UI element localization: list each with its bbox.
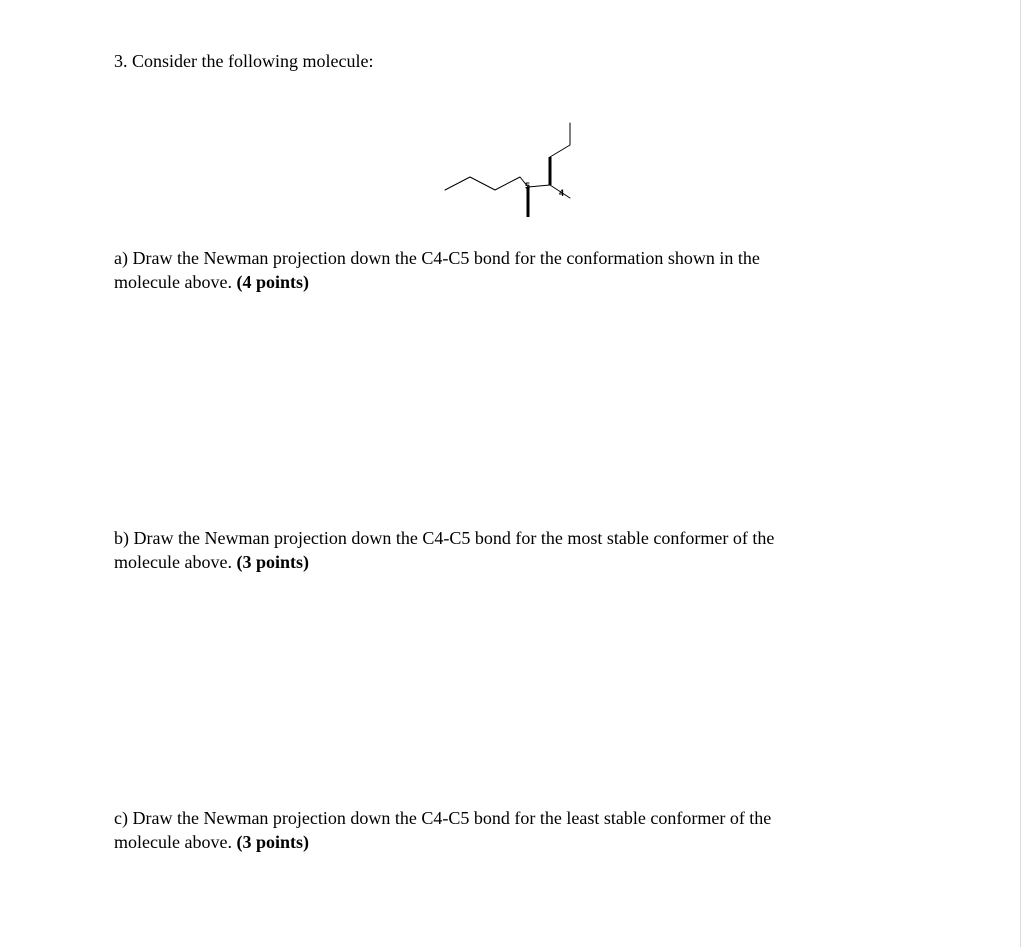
part-a-line1: a) Draw the Newman projection down the C4-C5 bond for the conformation shown in the <box>114 248 760 268</box>
ethyl-branch-bonds <box>550 123 570 185</box>
part-b-points: (3 points) <box>236 552 309 572</box>
question-part-b <box>114 526 874 574</box>
question-part-c <box>114 806 874 854</box>
main-chain-bonds <box>445 177 531 191</box>
part-c-line2-text: molecule above. <box>114 832 237 852</box>
atom-label-5: 5 <box>525 181 531 191</box>
part-b-line2-text: molecule above. <box>114 552 237 572</box>
part-c-line2 <box>114 830 874 854</box>
part-a-line2-text: molecule above. <box>114 272 237 292</box>
atom-label-4: 4 <box>559 188 565 198</box>
c4-c5-bond <box>528 185 550 187</box>
part-c-points: (3 points) <box>236 832 309 852</box>
question-title: 3. Consider the following molecule: <box>114 51 374 71</box>
part-a-points: (4 points) <box>236 272 309 292</box>
question-part-a <box>114 246 874 294</box>
part-b-line1: b) Draw the Newman projection down the C4-C5 bond for the most stable conformer of the <box>114 528 775 548</box>
part-c-line1: c) Draw the Newman projection down the C4-C5 bond for the least stable conformer of the <box>114 808 772 828</box>
part-a-line2 <box>114 270 874 294</box>
part-b-line2 <box>114 550 874 574</box>
molecule-skeletal-structure <box>440 115 590 225</box>
page-edge-rule <box>1020 0 1021 947</box>
